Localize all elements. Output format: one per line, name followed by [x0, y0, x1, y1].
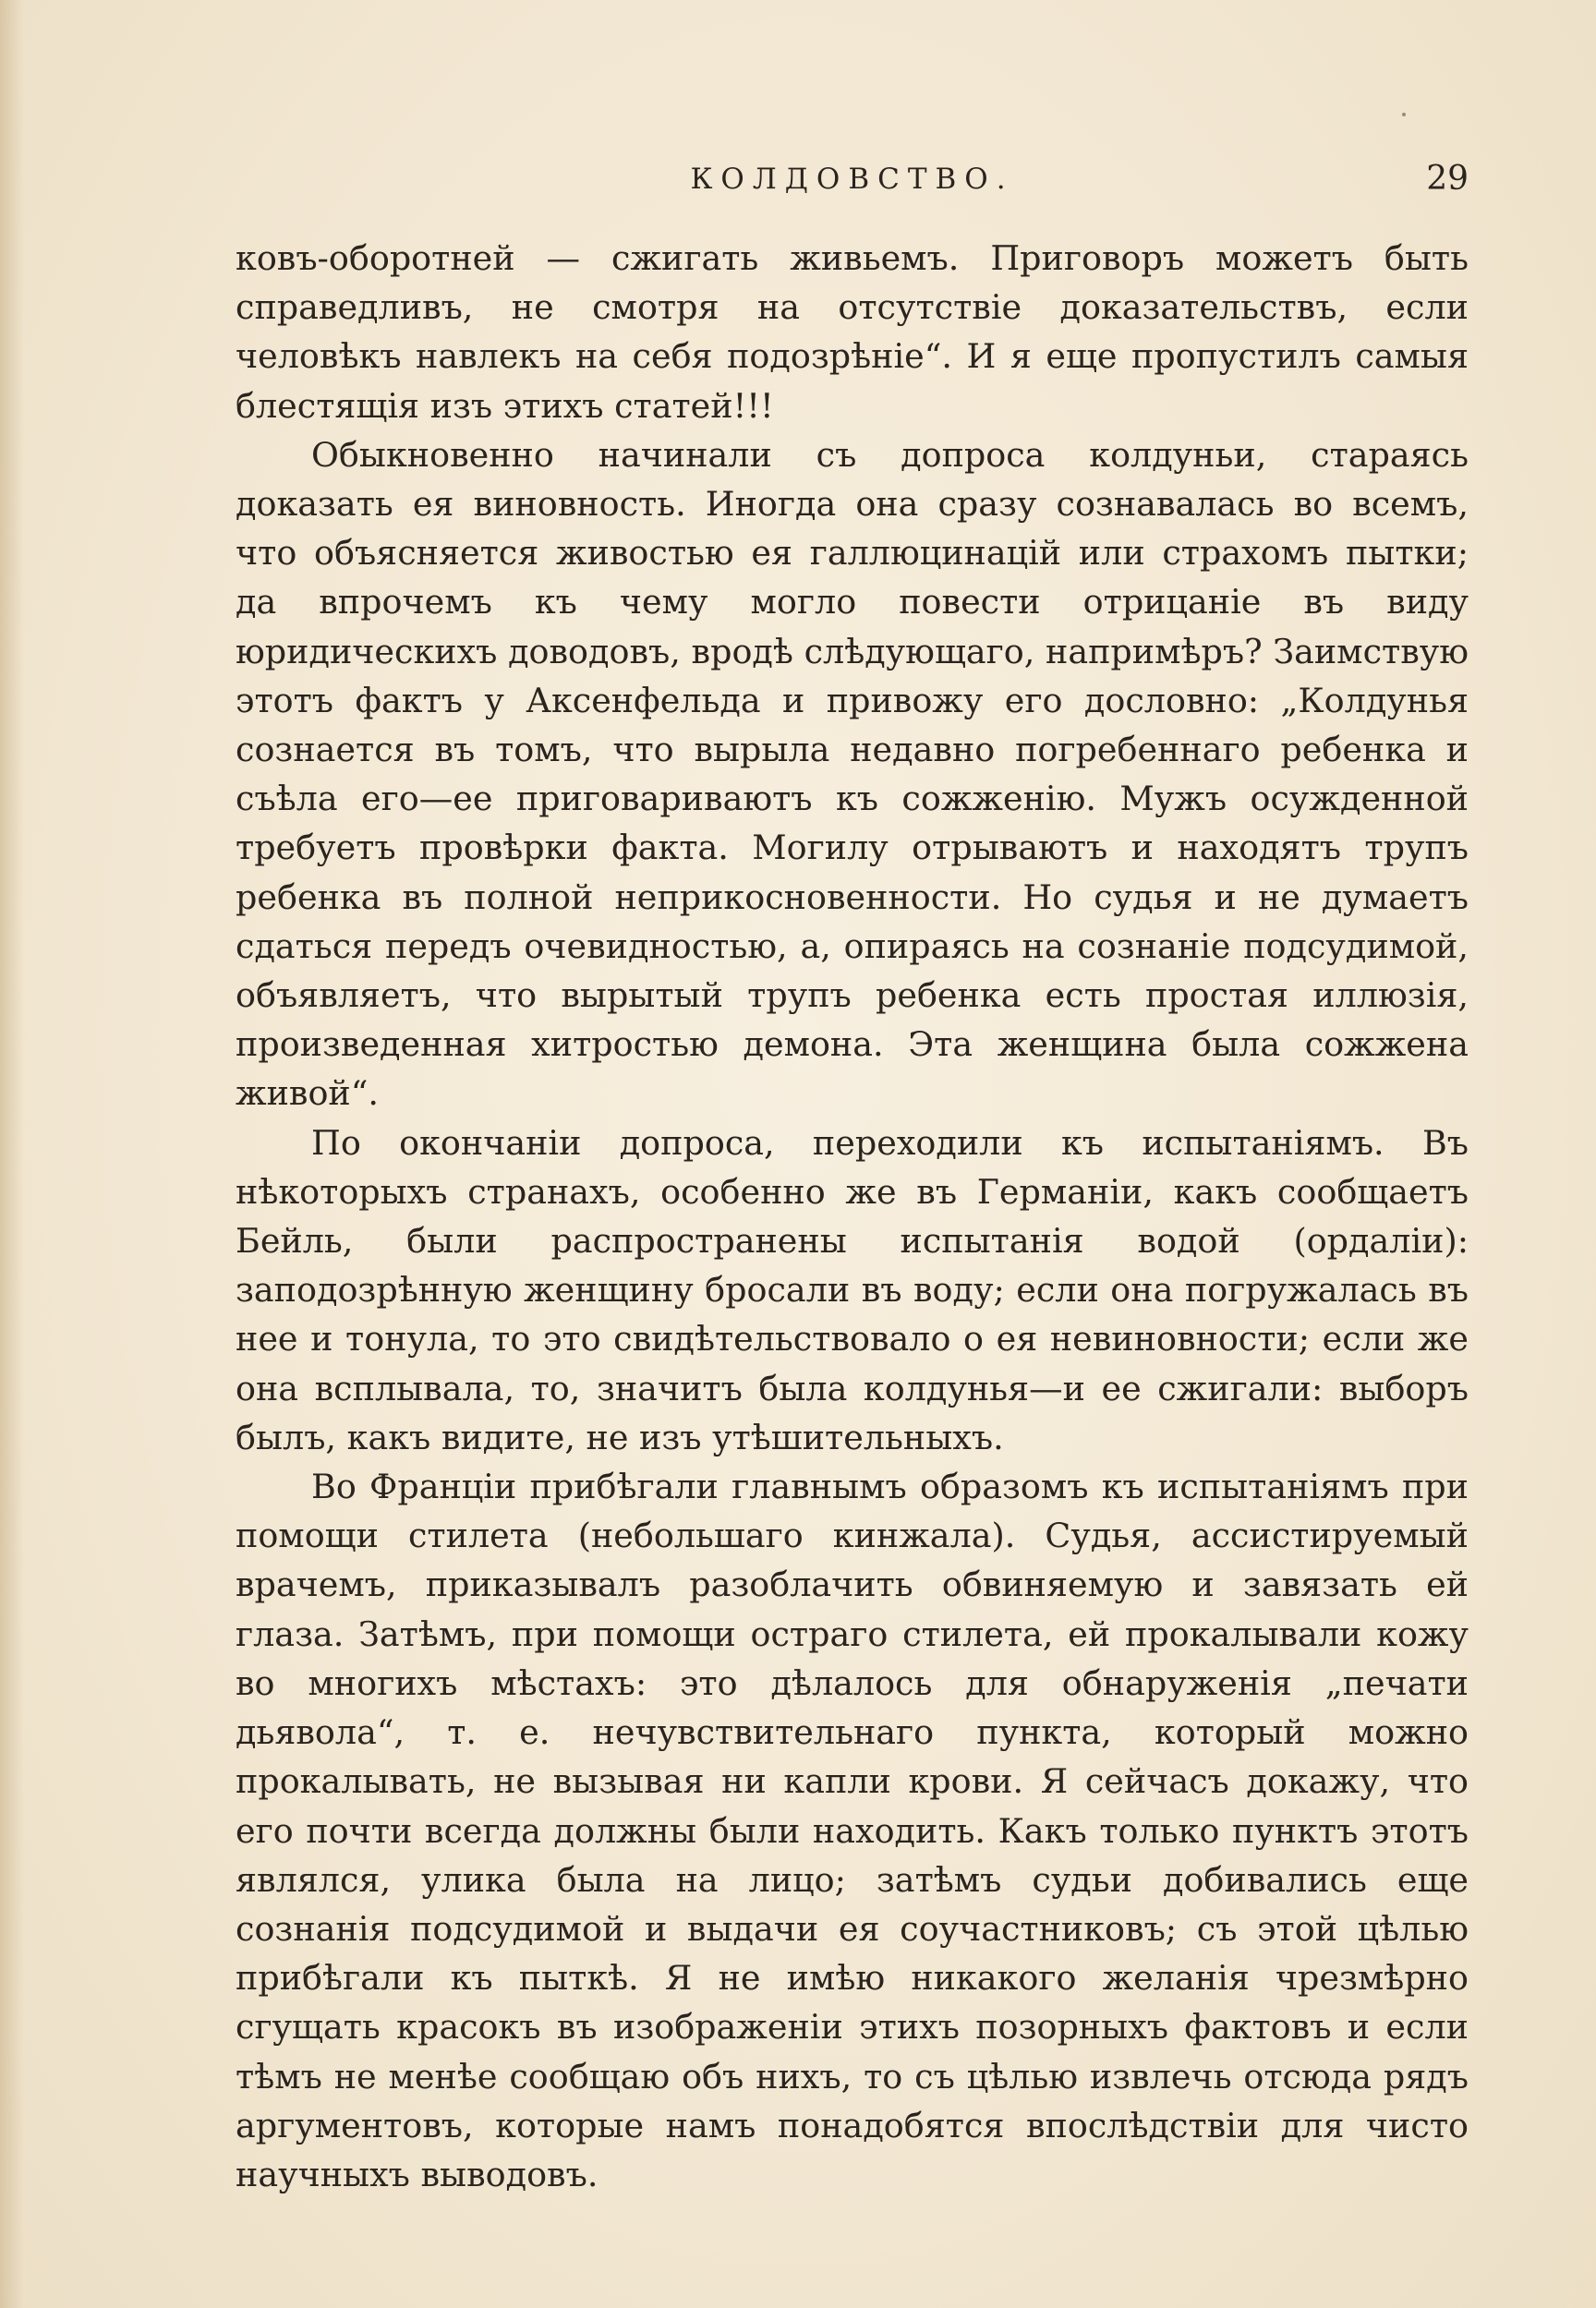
running-head: [236, 157, 1469, 201]
running-title: КОЛДОВСТВО.: [690, 163, 1014, 196]
paper-speck: [1402, 113, 1406, 116]
paragraph-continued: ковъ-оборотней — сжигать живьемъ. Приговоръ можетъ быть справедливъ, не смотря на отсутствіе доказательствъ, если человѣкъ навлекъ на себя подозрѣніе“. И я еще пропустилъ самыя блестящія изъ этихъ статей!!!: [236, 238, 1469, 426]
paragraph-interrogation: Обыкновенно начинали съ допроса колдуньи, стараясь доказать ея виновность. Иногда она сразу сознавалась во всемъ, что объясняется живостью ея галлюцинацій или страхомъ пытки; да впрочемъ къ чему могло повести отрицаніе въ виду юридическихъ доводовъ, вродѣ слѣдующаго, напримѣръ? Заимствую этотъ фактъ у Аксенфельда и привожу его дословно: „Колдунья сознается въ томъ, что вырыла недавно погребеннаго ребенка и съѣла его—ее приговариваютъ къ сожженію. Мужъ осужденной требуетъ провѣрки факта. Могилу отрываютъ и находятъ трупъ ребенка въ полной неприкосновенности. Но судья и не думаетъ сдаться передъ очевидностью, а, опираясь на сознаніе подсудимой, объявляетъ, что вырытый трупъ ребенка есть простая иллюзія, произведенная хитростью демона. Эта женщина была сожжена живой“.: [236, 434, 1469, 1114]
paragraph-ordeals: По окончаніи допроса, переходили къ испытаніямъ. Въ нѣкоторыхъ странахъ, особенно же въ Германіи, какъ сообщаетъ Бейль, были распространены испытанія водой (ордаліи): заподозрѣнную женщину бросали въ воду; если она погружалась въ нее и тонула, то это свидѣтельствовало о ея невиновности; если же она всплывала, то, значитъ была колдунья—и ее сжигали: выборъ былъ, какъ видите, не изъ утѣшительныхъ.: [236, 1122, 1469, 1457]
body-text: [236, 234, 1469, 2199]
paragraph-stiletto: Во Франціи прибѣгали главнымъ образомъ къ испытаніямъ при помощи стилета (небольшаго кинжала). Судья, ассистируемый врачемъ, приказывалъ разоблачить обвиняемую и завязать ей глаза. Затѣмъ, при помощи остраго стилета, ей прокалывали кожу во многихъ мѣстахъ: это дѣлалось для обнаруженія „печати дьявола“, т. е. нечувствительнаго пункта, который можно прокалывать, не вызывая ни капли крови. Я сейчасъ докажу, что его почти всегда должны были находить. Какъ только пунктъ этотъ являлся, улика была на лицо; затѣмъ судьи добивались еще сознанія подсудимой и выдачи ея соучастниковъ; съ этой цѣлью прибѣгали къ пыткѣ. Я не имѣю никакого желанія чрезмѣрно сгущать красокъ въ изображеніи этихъ позорныхъ фактовъ и если тѣмъ не менѣе сообщаю объ нихъ, то съ цѣлью извлечь отсюда рядъ аргументовъ, которые намъ понадобятся впослѣдствіи для чисто научныхъ выводовъ.: [236, 1467, 1469, 2194]
page-number: 29: [1426, 160, 1469, 198]
page-edge-shadow: [0, 0, 24, 2308]
